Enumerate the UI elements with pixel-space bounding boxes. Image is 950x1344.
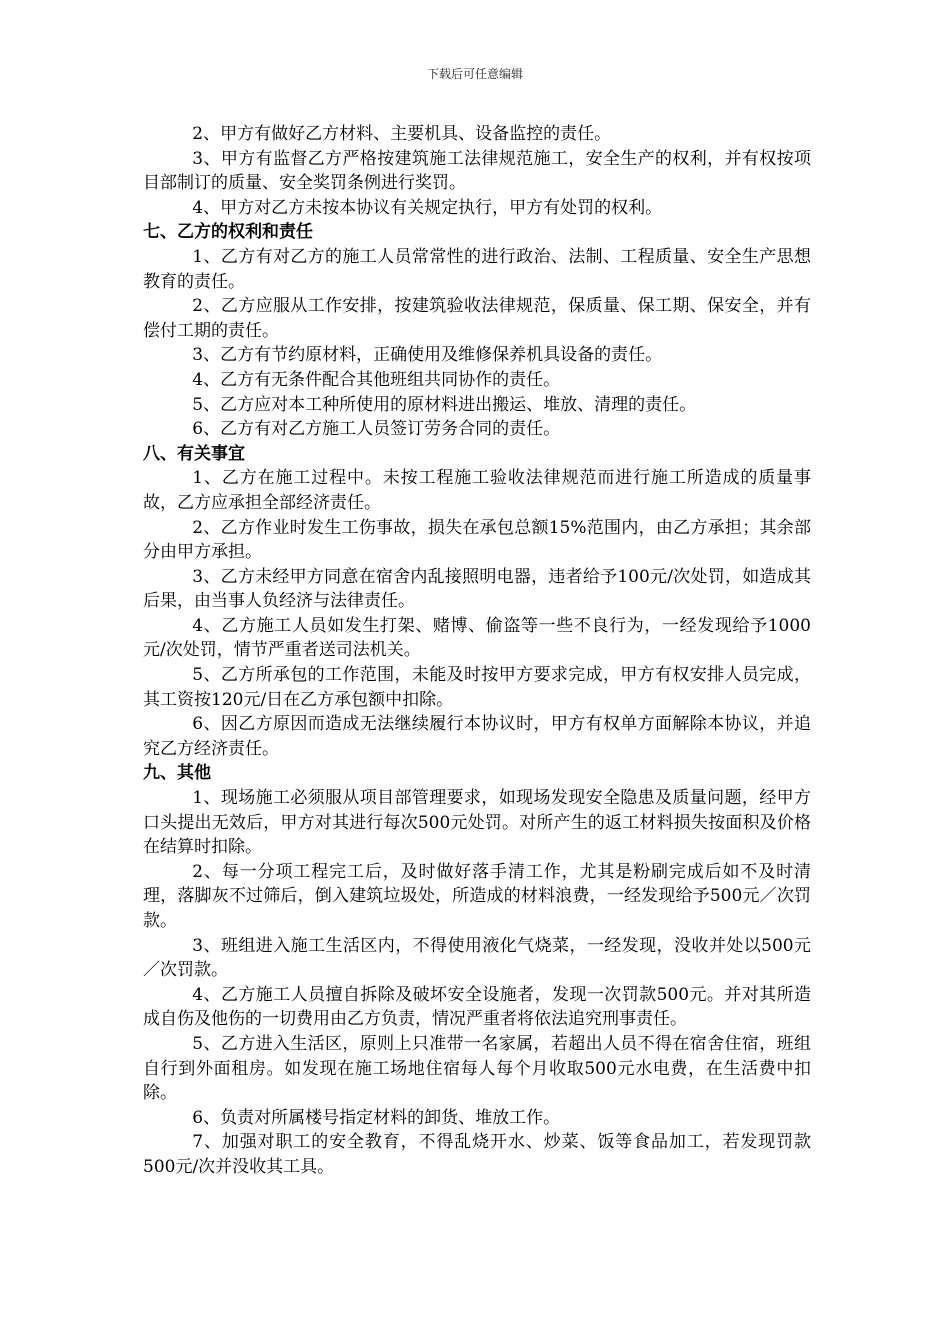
paragraph: 5、乙方进入生活区，原则上只准带一名家属，若超出人员不得在宿舍住宿，班组自行到外面租房。如发现在施工场地住宿每人每个月收取500元水电费，在生活费中扣除。	[143, 1033, 811, 1104]
paragraph: 6、因乙方原因而造成无法继续履行本协议时，甲方有权单方面解除本协议，并追究乙方经济责任。	[143, 714, 811, 759]
paragraph: 2、每一分项工程完工后，及时做好落手清工作，尤其是粉刷完成后如不及时清理，落脚灰不过筛后，倒入建筑垃圾处，所造成的材料浪费，一经发现给予500元／次罚款。	[143, 861, 811, 931]
paragraph: 5、乙方所承包的工作范围，未能及时按甲方要求完成，甲方有权安排人员完成，其工资按120元/日在乙方承包额中扣除。	[143, 665, 811, 710]
paragraph: 1、乙方有对乙方的施工人员常常性的进行政治、法制、工程质量、安全生产思想教育的责任。	[143, 246, 811, 292]
section-heading: 八、有关事宜	[143, 443, 245, 464]
paragraph: 4、乙方施工人员如发生打架、赌博、偷盗等一些不良行为，一经发现给予1000元/次处罚，情节严重者送司法机关。	[143, 615, 811, 661]
paragraph: 5、乙方应对本工种所使用的原材料进出搬运、堆放、清理的责任。	[192, 394, 697, 415]
paragraph: 1、乙方在施工过程中。未按工程施工验收法律规范而进行施工所造成的质量事故，乙方应承担全部经济责任。	[143, 468, 811, 513]
paragraph: 3、甲方有监督乙方严格按建筑施工法律规范施工，安全生产的权利，并有权按项目部制订的质量、安全奖罚条例进行奖罚。	[143, 148, 811, 194]
paragraph: 1、现场施工必须服从项目部管理要求，如现场发现安全隐患及质量问题，经甲方口头提出无效后，甲方对其进行每次500元处罚。对所产生的返工材料损失按面积及价格在结算时扣除。	[143, 788, 811, 858]
paragraph: 6、乙方有对乙方施工人员签订劳务合同的责任。	[192, 419, 561, 440]
section-heading: 七、乙方的权利和责任	[143, 222, 313, 243]
paragraph: 3、乙方有节约原材料，正确使用及维修保养机具设备的责任。	[192, 345, 663, 366]
paragraph: 4、乙方有无条件配合其他班组共同协作的责任。	[192, 369, 561, 390]
page-header: 下载后可任意编辑	[426, 67, 523, 81]
paragraph: 3、班组进入施工生活区内，不得使用液化气烧菜，一经发现，没收并处以500元／次罚款。	[143, 935, 811, 981]
section-heading: 九、其他	[143, 763, 211, 784]
paragraph: 4、乙方施工人员擅自拆除及破坏安全设施者，发现一次罚款500元。并对其所造成自伤及他伤的一切费用由乙方负责，情况严重者将依法追究刑事责任。	[143, 984, 811, 1030]
paragraph: 3、乙方未经甲方同意在宿舍内乱接照明电器，违者给予100元/次处罚，如造成其后果，由当事人负经济与法律责任。	[143, 566, 811, 612]
document-body	[143, 122, 811, 1180]
paragraph: 7、加强对职工的安全教育，不得乱烧开水、炒菜、饭等食品加工，若发现罚款500元/次并没收其工具。	[143, 1132, 811, 1177]
paragraph: 2、乙方作业时发生工伤事故，损失在承包总额15%范围内，由乙方承担；其余部分由甲方承担。	[143, 517, 811, 563]
paragraph: 2、甲方有做好乙方材料、主要机具、设备监控的责任。	[192, 124, 612, 144]
paragraph: 4、甲方对乙方未按本协议有关规定执行，甲方有处罚的权利。	[192, 197, 663, 218]
paragraph: 2、乙方应服从工作安排，按建筑验收法律规范，保质量、保工期、保安全，并有偿付工期的责任。	[143, 296, 811, 341]
paragraph: 6、负责对所属楼号指定材料的卸货、堆放工作。	[192, 1107, 561, 1128]
